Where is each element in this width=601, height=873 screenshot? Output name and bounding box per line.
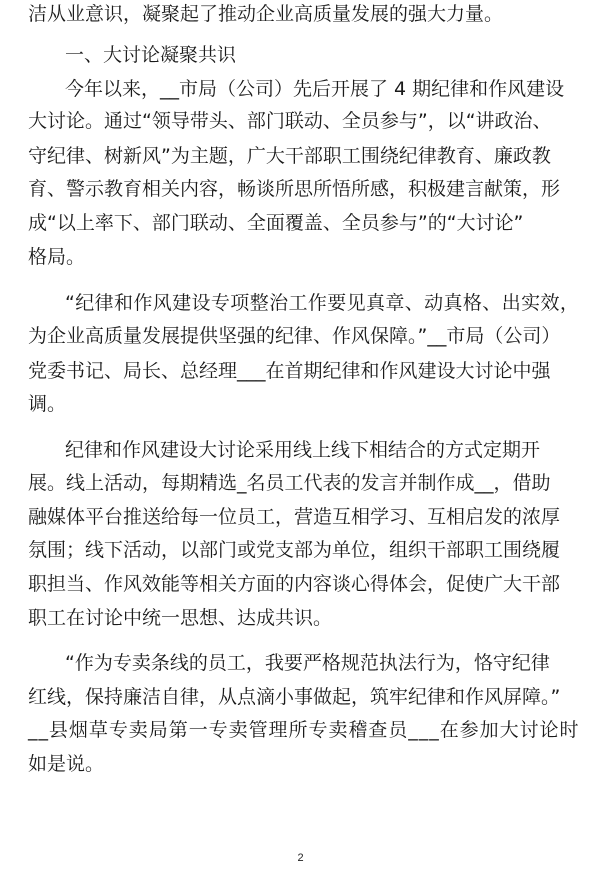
text-line: 红线，保持廉洁自律，从点滴小事做起，筑牢纪律和作风屏障。” (28, 686, 561, 708)
text-line: 如是说。 (28, 753, 105, 775)
text-line: 职担当、作风效能等相关方面的内容谈心得体会，促使广大干部 (28, 573, 561, 595)
text-line: 党委书记、局长、总经理___在首期纪律和作风建设大讨论中强 (28, 360, 551, 382)
text-line: 为企业高质量发展提供坚强的纪律、作风保障。”__市局（公司） (28, 325, 561, 347)
text-line: 纪律和作风建设大讨论采用线上线下相结合的方式定期开 (65, 439, 541, 461)
text-line: 育、警示教育相关内容，畅谈所思所悟所感，积极建言献策，形 (28, 178, 561, 200)
text-line: 大讨论。通过“领导带头、部门联动、全员参与”，以“讲政治、 (28, 110, 552, 132)
text-line: 格局。 (28, 246, 86, 268)
text-line: 今年以来，__市局（公司）先后开展了 4 期纪律和作风建设 (65, 78, 565, 100)
text-line: 洁从业意识，凝聚起了推动企业高质量发展的强大力量。 (28, 3, 504, 25)
page-number: 2 (297, 852, 304, 864)
text-line: 调。 (28, 393, 67, 415)
text-line: 职工在讨论中统一思想、达成共识。 (28, 607, 333, 629)
text-line: 成“以上率下、部门联动、全面覆盖、全员参与”的“大讨论” (28, 212, 524, 234)
text-line: 融媒体平台推送给每一位员工，营造互相学习、互相启发的浓厚 (28, 506, 561, 528)
text-line: __县烟草专卖局第一专卖管理所专卖稽查员___在参加大讨论时 (28, 719, 580, 741)
text-line: 展。线上活动，每期精选_名员工代表的发言并制作成__，借助 (28, 472, 551, 494)
text-line: “纪律和作风建设专项整治工作要见真章、动真格、出实效， (65, 292, 580, 314)
text-line: 氛围；线下活动，以部门或党支部为单位，组织干部职工围绕履 (28, 539, 561, 561)
text-line: “作为专卖条线的员工，我要严格规范执法行为，恪守纪律 (65, 652, 550, 674)
text-line: 守纪律、树新风”为主题，广大干部职工围绕纪律教育、廉政教 (28, 145, 551, 167)
text-line: 一、大讨论凝聚共识 (65, 44, 237, 66)
